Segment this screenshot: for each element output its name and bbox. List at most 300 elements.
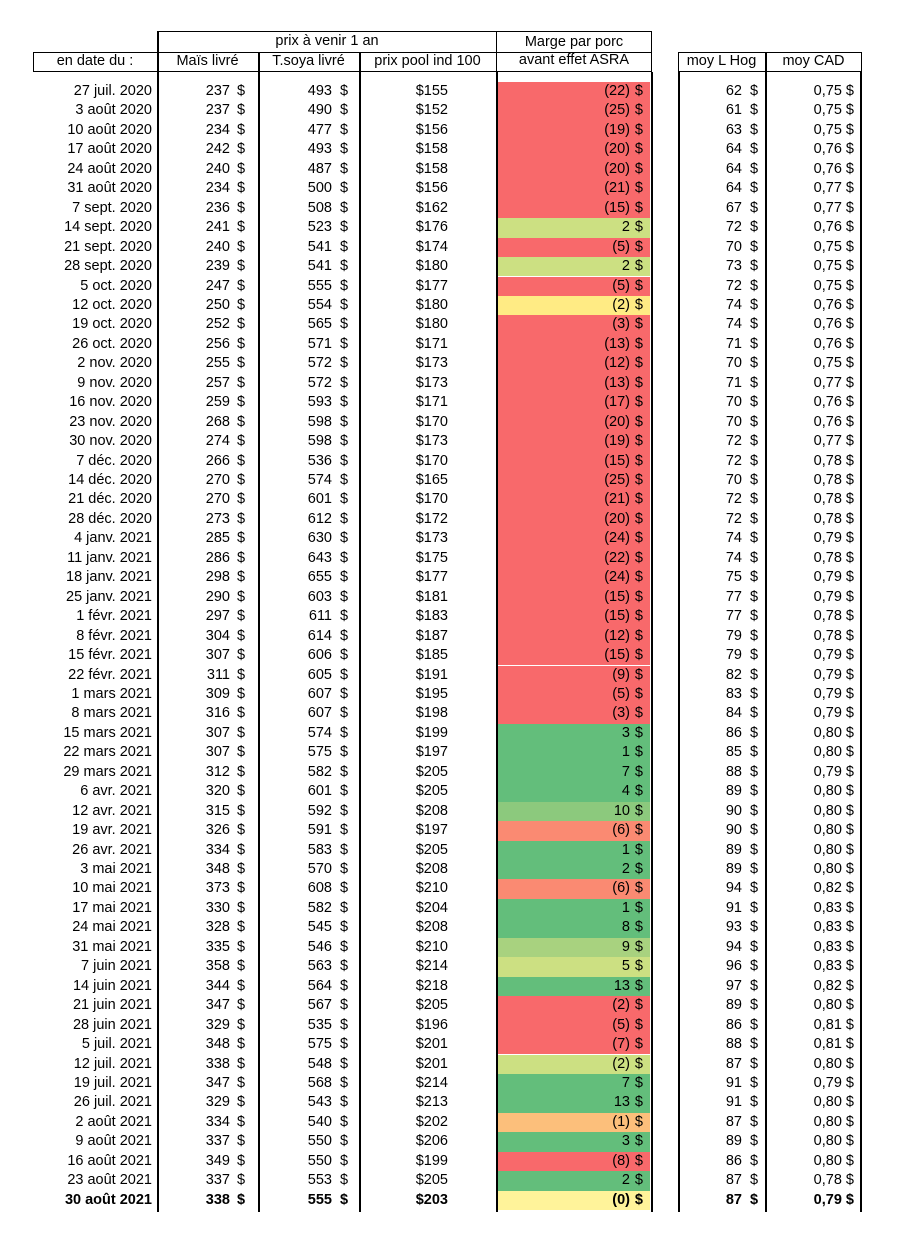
mais-cell: 307	[205, 744, 230, 761]
marge-cell	[498, 335, 650, 354]
pool-cell: $176	[415, 219, 448, 236]
table-row	[0, 743, 900, 762]
date-cell: 12 avr. 2021	[72, 802, 152, 819]
currency-symbol: $	[634, 1036, 643, 1053]
currency-symbol: $	[340, 861, 349, 877]
currency-symbol: $	[750, 763, 759, 780]
currency-symbol: $	[237, 1152, 246, 1169]
pool-cell: $155	[415, 83, 448, 99]
table-row	[0, 627, 900, 646]
currency-symbol: $	[237, 685, 246, 702]
date-cell: 17 mai 2021	[72, 899, 152, 916]
currency-symbol: $	[340, 841, 349, 858]
currency-symbol: $	[340, 880, 349, 897]
pool-cell: $170	[415, 491, 448, 508]
pool-cell: $173	[415, 355, 448, 372]
mais-cell: 241	[205, 219, 230, 236]
marge-value: 4	[621, 783, 630, 800]
hog-cell: 89	[725, 841, 742, 858]
currency-symbol: $	[634, 1055, 643, 1072]
table-row	[0, 160, 900, 179]
cad-cell: 0,82 $	[813, 880, 854, 897]
table-row	[0, 1191, 900, 1210]
currency-symbol: $	[340, 452, 349, 469]
currency-symbol: $	[634, 861, 643, 877]
currency-symbol: $	[340, 763, 349, 780]
currency-symbol: $	[634, 549, 643, 566]
currency-symbol: $	[340, 472, 349, 488]
currency-symbol: $	[237, 1094, 246, 1111]
marge-value: (5)	[612, 238, 630, 255]
pool-cell: $201	[415, 1055, 448, 1072]
soya-cell: 564	[307, 977, 332, 994]
soya-cell: 574	[307, 724, 332, 741]
table-row	[0, 490, 900, 509]
currency-symbol: $	[237, 802, 246, 819]
mais-cell: 256	[205, 335, 230, 352]
marge-value: (15)	[604, 647, 630, 664]
cad-cell: 0,80 $	[813, 802, 854, 819]
hog-cell: 87	[725, 1113, 742, 1130]
soya-cell: 541	[307, 238, 332, 255]
currency-symbol: $	[237, 335, 246, 352]
currency-symbol: $	[750, 1133, 759, 1150]
pool-cell: $201	[415, 1036, 448, 1053]
currency-symbol: $	[340, 1133, 349, 1150]
currency-symbol: $	[340, 1074, 349, 1091]
cad-cell: 0,76 $	[813, 394, 854, 411]
currency-symbol: $	[634, 647, 643, 664]
soya-cell: 582	[307, 899, 332, 916]
currency-symbol: $	[237, 452, 246, 469]
currency-symbol: $	[750, 102, 759, 119]
hog-cell: 74	[725, 530, 742, 547]
hog-cell: 70	[725, 394, 742, 411]
currency-symbol: $	[237, 121, 246, 138]
marge-value: (5)	[612, 277, 630, 294]
marge-value: (13)	[604, 374, 630, 391]
currency-symbol: $	[634, 180, 643, 197]
table-row	[0, 354, 900, 373]
soya-cell: 582	[307, 763, 332, 780]
table-row	[0, 82, 900, 101]
mais-cell: 273	[205, 510, 230, 527]
currency-symbol: $	[237, 549, 246, 566]
currency-symbol: $	[634, 1074, 643, 1091]
cad-cell: 0,75 $	[813, 121, 854, 138]
cad-cell: 0,77 $	[813, 180, 854, 197]
currency-symbol: $	[750, 1016, 759, 1033]
cad-cell: 0,79 $	[813, 530, 854, 547]
cad-cell: 0,79 $	[813, 685, 854, 702]
date-cell: 30 août 2021	[64, 1191, 152, 1208]
mais-cell: 347	[205, 997, 230, 1014]
currency-symbol: $	[340, 219, 349, 236]
hog-cell: 71	[725, 335, 742, 352]
cad-cell: 0,81 $	[813, 1016, 854, 1033]
currency-symbol: $	[750, 841, 759, 858]
cad-cell: 0,79 $	[813, 569, 854, 586]
date-cell: 24 août 2020	[67, 160, 152, 177]
pool-cell: $162	[415, 199, 448, 216]
currency-symbol: $	[340, 899, 349, 916]
table-row	[0, 238, 900, 257]
currency-symbol: $	[340, 588, 349, 605]
marge-header-line1: Marge par porc	[524, 34, 624, 50]
table-row	[0, 704, 900, 723]
mais-cell: 329	[205, 1016, 230, 1033]
currency-symbol: $	[634, 277, 643, 294]
marge-value: (6)	[612, 880, 630, 897]
cad-cell: 0,75 $	[813, 83, 854, 99]
marge-value: (13)	[604, 335, 630, 352]
currency-symbol: $	[750, 472, 759, 488]
soya-cell: 477	[307, 121, 332, 138]
hog-cell: 72	[725, 510, 742, 527]
marge-cell	[498, 374, 650, 393]
date-cell: 9 août 2021	[75, 1133, 152, 1150]
mais-cell: 330	[205, 899, 230, 916]
currency-symbol: $	[237, 238, 246, 255]
cad-cell: 0,83 $	[813, 919, 854, 936]
soya-cell: 567	[307, 997, 332, 1014]
hog-cell: 90	[725, 802, 742, 819]
currency-symbol: $	[237, 433, 246, 450]
marge-cell	[498, 101, 650, 120]
currency-symbol: $	[237, 608, 246, 625]
pool-cell: $177	[415, 569, 448, 586]
soya-cell: 555	[307, 1191, 332, 1208]
currency-symbol: $	[634, 199, 643, 216]
currency-symbol: $	[634, 977, 643, 994]
table-row	[0, 140, 900, 159]
date-cell: 21 sept. 2020	[64, 238, 152, 255]
mais-cell: 335	[205, 938, 230, 955]
marge-value: (24)	[604, 530, 630, 547]
table-row	[0, 218, 900, 237]
soya-cell: 575	[307, 1036, 332, 1053]
pool-cell: $214	[415, 958, 448, 975]
currency-symbol: $	[634, 705, 643, 722]
soya-cell: 575	[307, 744, 332, 761]
mais-cell: 290	[205, 588, 230, 605]
pool-cell: $218	[415, 977, 448, 994]
currency-symbol: $	[237, 938, 246, 955]
hog-cell: 74	[725, 316, 742, 333]
currency-symbol: $	[340, 277, 349, 294]
currency-symbol: $	[750, 588, 759, 605]
currency-symbol: $	[340, 510, 349, 527]
marge-cell	[498, 1171, 650, 1190]
currency-symbol: $	[237, 861, 246, 877]
currency-symbol: $	[237, 219, 246, 236]
currency-symbol: $	[634, 83, 643, 99]
currency-symbol: $	[750, 666, 759, 683]
mais-cell: 259	[205, 394, 230, 411]
marge-value: (20)	[604, 413, 630, 430]
date-cell: 14 juin 2021	[72, 977, 152, 994]
currency-symbol: $	[237, 1113, 246, 1130]
currency-symbol: $	[750, 180, 759, 197]
currency-symbol: $	[634, 685, 643, 702]
col-header-cad: moy CAD	[782, 53, 845, 69]
hog-cell: 70	[725, 238, 742, 255]
marge-value: (19)	[604, 121, 630, 138]
date-cell: 28 sept. 2020	[64, 258, 152, 275]
hog-cell: 63	[725, 121, 742, 138]
soya-cell: 546	[307, 938, 332, 955]
soya-cell: 607	[307, 685, 332, 702]
currency-symbol: $	[750, 335, 759, 352]
currency-symbol: $	[237, 569, 246, 586]
currency-symbol: $	[750, 510, 759, 527]
marge-value: (6)	[612, 822, 630, 839]
cad-cell: 0,78 $	[813, 510, 854, 527]
currency-symbol: $	[750, 355, 759, 372]
currency-symbol: $	[237, 1191, 246, 1208]
currency-symbol: $	[340, 316, 349, 333]
date-cell: 26 avr. 2021	[72, 841, 152, 858]
currency-symbol: $	[634, 530, 643, 547]
cad-cell: 0,77 $	[813, 199, 854, 216]
currency-symbol: $	[237, 510, 246, 527]
table-row	[0, 957, 900, 976]
date-cell: 19 oct. 2020	[72, 316, 152, 333]
currency-symbol: $	[750, 802, 759, 819]
marge-value: 1	[621, 899, 630, 916]
soya-cell: 605	[307, 666, 332, 683]
hog-cell: 90	[725, 822, 742, 839]
currency-symbol: $	[237, 919, 246, 936]
marge-value: 2	[621, 219, 630, 236]
table-row	[0, 1074, 900, 1093]
marge-cell	[498, 938, 650, 957]
marge-value: 3	[621, 1133, 630, 1150]
date-cell: 10 août 2020	[67, 121, 152, 138]
soya-cell: 536	[307, 452, 332, 469]
marge-value: (5)	[612, 1016, 630, 1033]
cad-cell: 0,83 $	[813, 938, 854, 955]
soya-cell: 568	[307, 1074, 332, 1091]
cad-cell: 0,80 $	[813, 1055, 854, 1072]
currency-symbol: $	[340, 199, 349, 216]
soya-cell: 601	[307, 491, 332, 508]
currency-symbol: $	[750, 433, 759, 450]
marge-value: (3)	[612, 705, 630, 722]
mais-cell: 237	[205, 83, 230, 99]
marge-cell	[498, 1191, 650, 1210]
cad-cell: 0,75 $	[813, 277, 854, 294]
cad-cell: 0,78 $	[813, 472, 854, 488]
mais-cell: 309	[205, 685, 230, 702]
currency-symbol: $	[340, 121, 349, 138]
table-row	[0, 899, 900, 918]
hog-cell: 64	[725, 160, 742, 177]
marge-cell	[498, 646, 650, 665]
table-row	[0, 1093, 900, 1112]
mais-cell: 236	[205, 199, 230, 216]
date-cell: 22 févr. 2021	[68, 666, 152, 683]
hog-cell: 71	[725, 374, 742, 391]
hog-cell: 70	[725, 472, 742, 488]
cad-cell: 0,78 $	[813, 1172, 854, 1189]
marge-value: (1)	[612, 1113, 630, 1130]
soya-cell: 603	[307, 588, 332, 605]
currency-symbol: $	[634, 1016, 643, 1033]
date-cell: 30 nov. 2020	[69, 433, 152, 450]
date-cell: 22 mars 2021	[63, 744, 152, 761]
currency-symbol: $	[340, 141, 349, 158]
currency-symbol: $	[237, 977, 246, 994]
hog-cell: 86	[725, 1016, 742, 1033]
marge-value: (3)	[612, 316, 630, 333]
currency-symbol: $	[634, 374, 643, 391]
currency-symbol: $	[634, 296, 643, 313]
currency-symbol: $	[634, 219, 643, 236]
marge-cell	[498, 841, 650, 860]
currency-symbol: $	[340, 238, 349, 255]
currency-symbol: $	[750, 160, 759, 177]
date-cell: 2 nov. 2020	[77, 355, 152, 372]
currency-symbol: $	[634, 1133, 643, 1150]
currency-symbol: $	[340, 180, 349, 197]
table-row	[0, 277, 900, 296]
currency-symbol: $	[237, 530, 246, 547]
marge-value: (5)	[612, 685, 630, 702]
date-cell: 25 janv. 2021	[66, 588, 152, 605]
marge-cell	[498, 315, 650, 334]
soya-cell: 493	[307, 141, 332, 158]
currency-symbol: $	[340, 647, 349, 664]
pool-cell: $158	[415, 160, 448, 177]
currency-symbol: $	[340, 685, 349, 702]
hog-cell: 89	[725, 861, 742, 877]
currency-symbol: $	[237, 316, 246, 333]
table-row	[0, 1171, 900, 1190]
pool-cell: $175	[415, 549, 448, 566]
hog-cell: 72	[725, 433, 742, 450]
date-cell: 18 janv. 2021	[66, 569, 152, 586]
mais-cell: 334	[205, 841, 230, 858]
date-cell: 14 sept. 2020	[64, 219, 152, 236]
soya-cell: 553	[307, 1172, 332, 1189]
marge-value: 13	[613, 977, 630, 994]
marge-value: (20)	[604, 141, 630, 158]
currency-symbol: $	[750, 880, 759, 897]
cad-cell: 0,76 $	[813, 160, 854, 177]
marge-value: (22)	[604, 83, 630, 99]
date-cell: 26 oct. 2020	[72, 335, 152, 352]
pool-cell: $208	[415, 802, 448, 819]
marge-value: (24)	[604, 569, 630, 586]
table-row	[0, 1132, 900, 1151]
date-cell: 3 mai 2021	[80, 861, 152, 877]
marge-value: (25)	[604, 472, 630, 488]
currency-symbol: $	[634, 433, 643, 450]
currency-symbol: $	[340, 627, 349, 644]
table-row	[0, 860, 900, 879]
marge-value: (19)	[604, 433, 630, 450]
currency-symbol: $	[237, 588, 246, 605]
marge-cell	[498, 471, 650, 490]
mais-cell: 347	[205, 1074, 230, 1091]
currency-symbol: $	[340, 335, 349, 352]
currency-symbol: $	[634, 1113, 643, 1130]
table-row	[0, 452, 900, 471]
currency-symbol: $	[750, 452, 759, 469]
pool-cell: $174	[415, 238, 448, 255]
currency-symbol: $	[750, 258, 759, 275]
currency-symbol: $	[634, 141, 643, 158]
date-cell: 11 janv. 2021	[67, 549, 152, 566]
currency-symbol: $	[634, 997, 643, 1014]
cad-cell: 0,75 $	[813, 258, 854, 275]
currency-symbol: $	[634, 938, 643, 955]
table-row	[0, 821, 900, 840]
cad-cell: 0,80 $	[813, 1133, 854, 1150]
pool-cell: $170	[415, 413, 448, 430]
soya-cell: 607	[307, 705, 332, 722]
soya-cell: 614	[307, 627, 332, 644]
currency-symbol: $	[750, 724, 759, 741]
date-cell: 12 oct. 2020	[72, 296, 152, 313]
marge-cell	[498, 549, 650, 568]
currency-symbol: $	[237, 899, 246, 916]
date-cell: 14 déc. 2020	[68, 472, 152, 488]
marge-value: (17)	[604, 394, 630, 411]
currency-symbol: $	[750, 822, 759, 839]
date-cell: 31 août 2020	[67, 180, 152, 197]
currency-symbol: $	[237, 744, 246, 761]
table-row	[0, 763, 900, 782]
currency-symbol: $	[750, 685, 759, 702]
currency-symbol: $	[237, 355, 246, 372]
date-cell: 23 nov. 2020	[69, 413, 152, 430]
table-row	[0, 257, 900, 276]
table-row	[0, 432, 900, 451]
marge-value: 13	[613, 1094, 630, 1111]
cad-cell: 0,79 $	[813, 1191, 854, 1208]
soya-cell: 571	[307, 335, 332, 352]
marge-value: 2	[621, 258, 630, 275]
mais-cell: 373	[205, 880, 230, 897]
mais-cell: 252	[205, 316, 230, 333]
marge-value: (15)	[604, 452, 630, 469]
soya-cell: 598	[307, 433, 332, 450]
currency-symbol: $	[634, 102, 643, 119]
cad-cell: 0,78 $	[813, 452, 854, 469]
currency-symbol: $	[750, 977, 759, 994]
mais-cell: 234	[205, 121, 230, 138]
mais-cell: 328	[205, 919, 230, 936]
currency-symbol: $	[750, 1191, 759, 1208]
currency-symbol: $	[750, 83, 759, 99]
table-row	[0, 510, 900, 529]
currency-symbol: $	[750, 647, 759, 664]
currency-symbol: $	[340, 977, 349, 994]
pool-cell: $208	[415, 861, 448, 877]
marge-value: 1	[621, 744, 630, 761]
soya-cell: 565	[307, 316, 332, 333]
hog-cell: 79	[725, 647, 742, 664]
cad-cell: 0,80 $	[813, 1113, 854, 1130]
currency-symbol: $	[340, 355, 349, 372]
table-row	[0, 977, 900, 996]
currency-symbol: $	[634, 1094, 643, 1111]
hog-cell: 77	[725, 588, 742, 605]
currency-symbol: $	[750, 1113, 759, 1130]
date-cell: 31 mai 2021	[72, 938, 152, 955]
